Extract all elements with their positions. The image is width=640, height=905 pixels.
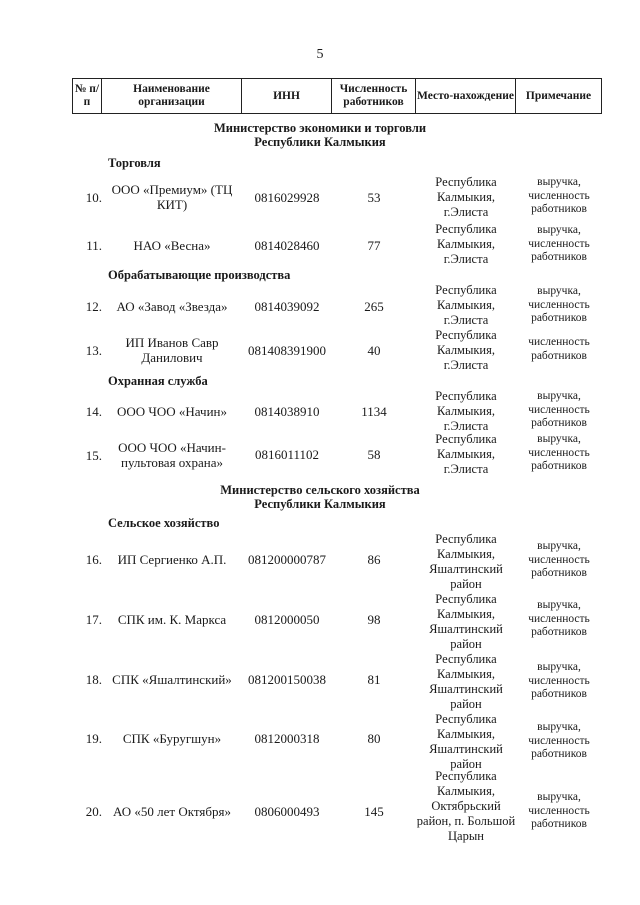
subsection-trade: Торговля xyxy=(108,156,161,170)
table-header xyxy=(72,78,602,114)
table-row xyxy=(72,175,602,220)
table-row: 16. ИП Сергиенко А.П. 081200000787 86 Республика Калмыкия, Яшалтинский район выручка, численность работников xyxy=(85,532,590,591)
header-org: Наименование организации xyxy=(102,79,242,113)
subsection-manufacturing: Обрабатывающие производства xyxy=(108,268,291,282)
page-number: 5 xyxy=(316,47,324,62)
section-title-agriculture: Министерство сельского хозяйства Республики Калмыкия xyxy=(220,483,420,511)
subsection-agriculture: Сельское хозяйство xyxy=(108,516,220,530)
cell-note: выручка, численность работников xyxy=(528,176,590,215)
table-row: 12. АО «Завод «Звезда» 0814039092 265 Республика Калмыкия, г.Элиста выручка, численность работников xyxy=(85,283,590,327)
header-num: № п/п xyxy=(72,79,102,113)
table-row: 15. ООО ЧОО «Начин-пультовая охрана» 0816011102 58 Республика Калмыкия, г.Элиста выручка, численность работников xyxy=(85,432,590,476)
header-note: Примечание xyxy=(516,79,602,113)
table-row: 17. СПК им. К. Маркса 0812000050 98 Республика Калмыкия, Яшалтинский район выручка, численность работников xyxy=(85,592,590,651)
table-row: 20. АО «50 лет Октября» 0806000493 145 Республика Калмыкия, Октябрьский район, п. Большой Царын выручка, численность работников xyxy=(85,769,590,843)
subsection-security: Охранная служба xyxy=(108,374,208,388)
header-staff: Численность работников xyxy=(332,79,416,113)
section-title-economy: Министерство экономики и торговли Республики Калмыкия xyxy=(213,121,427,149)
cell-location: Республика Калмыкия, г.Элиста xyxy=(435,175,497,219)
cell-staff: 53 xyxy=(367,190,381,205)
table-row: 19. СПК «Буругшун» 0812000318 80 Республика Калмыкия, Яшалтинский район выручка, численность работников xyxy=(85,712,590,771)
header-inn: ИНН xyxy=(242,79,332,113)
cell-inn: 0816029928 xyxy=(254,190,320,205)
table-row: 13. ИП Иванов Савр Данилович 081408391900 40 Республика Калмыкия, г.Элиста численность работников xyxy=(85,328,590,372)
header-location: Место-нахождение xyxy=(416,79,516,113)
table-row: 11. НАО «Весна» 0814028460 77 Республика Калмыкия, г.Элиста выручка, численность работников xyxy=(86,222,590,266)
cell-num: 10. xyxy=(85,190,102,205)
table-row: 14. ООО ЧОО «Начин» 0814038910 1134 Республика Калмыкия, г.Элиста выручка, численность работников xyxy=(85,389,590,433)
cell-org: ООО «Премиум» (ТЦ КИТ) xyxy=(111,182,233,212)
table-row: 18. СПК «Яшалтинский» 081200150038 81 Республика Калмыкия, Яшалтинский район выручка, численность работников xyxy=(85,652,590,711)
